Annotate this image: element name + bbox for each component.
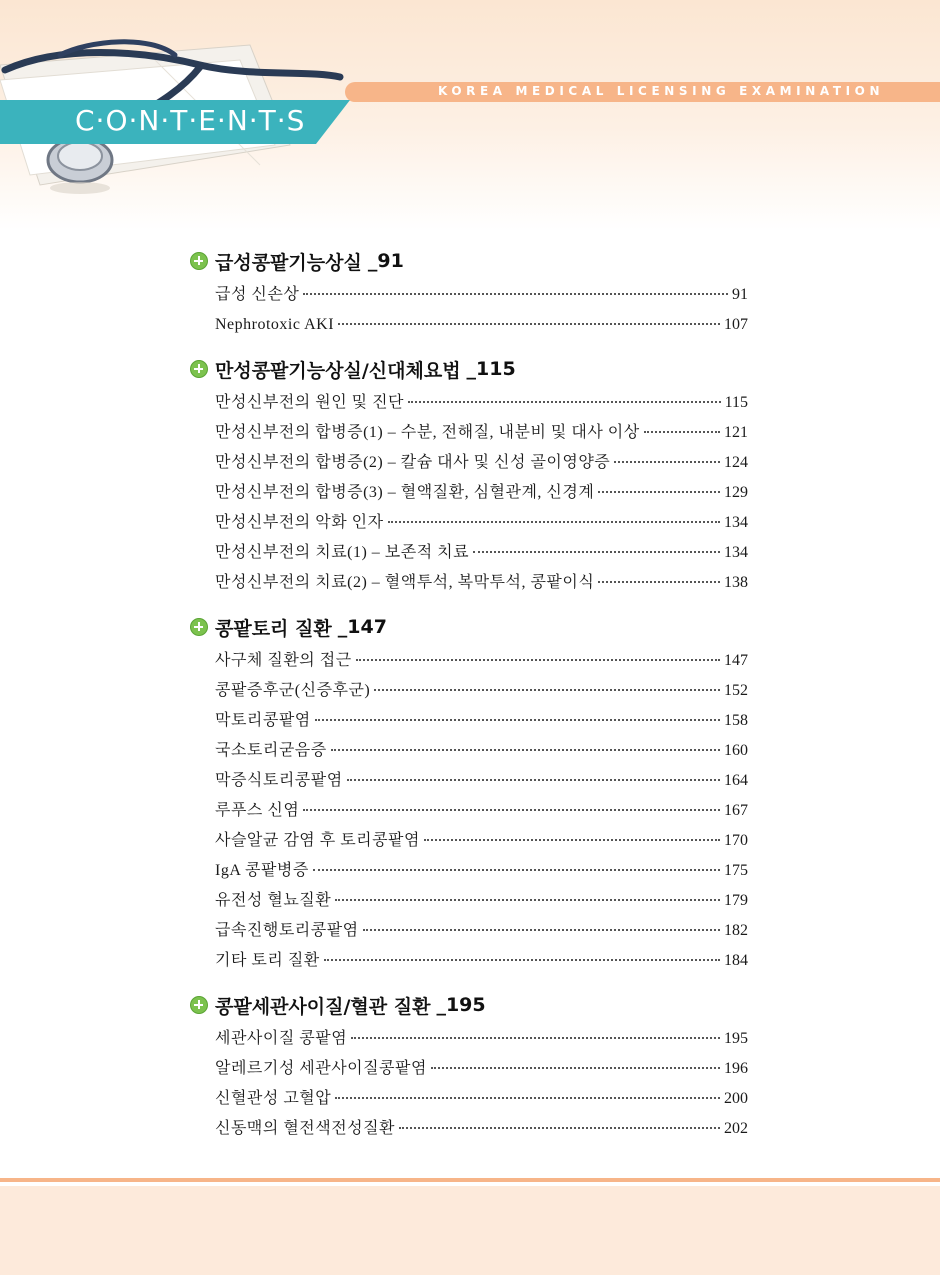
section-page: _147 [337, 616, 387, 638]
toc-entry[interactable] [215, 916, 748, 946]
entry-title: 콩팥증후군(신증후군) [215, 682, 371, 699]
toc-entry[interactable] [215, 508, 748, 538]
section-heading[interactable] [190, 244, 748, 278]
plus-circle-icon [190, 996, 208, 1014]
leader-dots [335, 1097, 720, 1099]
footer-band [0, 1186, 940, 1275]
entry-page: 179 [724, 892, 748, 909]
entry-title: 세관사이질 콩팥염 [215, 1030, 348, 1047]
leader-dots [388, 521, 720, 523]
entry-page: 152 [724, 682, 748, 699]
entry-title: 기타 토리 질환 [215, 952, 320, 969]
entry-title: 만성신부전의 치료(1) – 보존적 치료 [215, 544, 470, 561]
leader-dots [644, 431, 720, 433]
plus-circle-icon [190, 360, 208, 378]
entry-title: 유전성 혈뇨질환 [215, 892, 332, 909]
leader-dots [356, 659, 720, 661]
entry-page: 170 [724, 832, 748, 849]
leader-dots [313, 869, 720, 871]
leader-dots [408, 401, 721, 403]
entry-title: 사구체 질환의 접근 [215, 652, 352, 669]
toc-entry[interactable] [215, 736, 748, 766]
entry-title: 만성신부전의 합병증(3) – 혈액질환, 심혈관계, 신경계 [215, 484, 595, 501]
toc-entry[interactable] [215, 1084, 748, 1114]
contents-title: C·O·N·T·E·N·T·S [75, 104, 306, 137]
toc-entry[interactable] [215, 826, 748, 856]
entry-page: 134 [724, 544, 748, 561]
entry-page: 158 [724, 712, 748, 729]
entry-page: 129 [724, 484, 748, 501]
section-page: _91 [367, 250, 404, 272]
entry-title: 알레르기성 세관사이질콩팥염 [215, 1060, 427, 1077]
toc-entry[interactable] [215, 568, 748, 598]
leader-dots [399, 1127, 720, 1129]
leader-dots [331, 749, 720, 751]
entry-title: 막토리콩팥염 [215, 712, 311, 729]
entry-page: 134 [724, 514, 748, 531]
section-title: 만성콩팥기능상실/신대체요법 [215, 359, 461, 382]
leader-dots [431, 1067, 720, 1069]
entry-page: 160 [724, 742, 748, 759]
leader-dots [315, 719, 720, 721]
entry-title: 급성 신손상 [215, 286, 300, 303]
entry-title: Nephrotoxic AKI [215, 316, 335, 333]
leader-dots [303, 809, 720, 811]
leader-dots [351, 1037, 720, 1039]
header-tagline: KOREA MEDICAL LICENSING EXAMINATION [438, 84, 885, 98]
leader-dots [424, 839, 720, 841]
leader-dots [335, 899, 720, 901]
entry-page: 184 [724, 952, 748, 969]
entry-title: 신동맥의 혈전색전성질환 [215, 1120, 396, 1137]
entry-page: 107 [724, 316, 748, 333]
toc-entry[interactable] [215, 796, 748, 826]
toc-entry[interactable] [215, 1024, 748, 1054]
entry-page: 91 [732, 286, 748, 303]
toc-entry[interactable] [215, 448, 748, 478]
entry-title: 루푸스 신염 [215, 802, 300, 819]
leader-dots [374, 689, 720, 691]
leader-dots [363, 929, 720, 931]
entry-page: 175 [724, 862, 748, 879]
toc-entry[interactable] [215, 310, 748, 340]
leader-dots [303, 293, 728, 295]
toc-entry[interactable] [215, 676, 748, 706]
entry-title: 급속진행토리콩팥염 [215, 922, 359, 939]
toc-entry[interactable] [215, 280, 748, 310]
entry-page: 147 [724, 652, 748, 669]
footer-accent-line [0, 1178, 940, 1182]
leader-dots [614, 461, 720, 463]
entry-page: 121 [724, 424, 748, 441]
toc-section [190, 988, 748, 1144]
entry-title: 만성신부전의 합병증(1) – 수분, 전해질, 내분비 및 대사 이상 [215, 424, 640, 441]
entry-title: 만성신부전의 합병증(2) – 칼슘 대사 및 신성 골이영양증 [215, 454, 611, 471]
toc-entry[interactable] [215, 478, 748, 508]
toc-section [190, 610, 748, 976]
entry-page: 202 [724, 1120, 748, 1137]
toc-entry[interactable] [215, 646, 748, 676]
entry-page: 200 [724, 1090, 748, 1107]
toc-entry[interactable] [215, 886, 748, 916]
section-heading[interactable] [190, 352, 748, 386]
entry-title: 만성신부전의 원인 및 진단 [215, 394, 405, 411]
section-title: 콩팥세관사이질/혈관 질환 [215, 995, 431, 1018]
section-heading[interactable] [190, 610, 748, 644]
entry-page: 182 [724, 922, 748, 939]
toc-entry[interactable] [215, 1114, 748, 1144]
entry-page: 164 [724, 772, 748, 789]
entry-title: 만성신부전의 치료(2) – 혈액투석, 복막투석, 콩팥이식 [215, 574, 595, 591]
plus-circle-icon [190, 252, 208, 270]
toc-entry[interactable] [215, 418, 748, 448]
entry-title: 신혈관성 고혈압 [215, 1090, 332, 1107]
toc-entry[interactable] [215, 538, 748, 568]
entry-title: 막증식토리콩팥염 [215, 772, 343, 789]
entry-title: 국소토리굳음증 [215, 742, 327, 759]
leader-dots [598, 581, 720, 583]
entry-page: 138 [724, 574, 748, 591]
entry-page: 196 [724, 1060, 748, 1077]
toc-entry[interactable] [215, 706, 748, 736]
plus-circle-icon [190, 618, 208, 636]
section-page: _195 [436, 994, 486, 1016]
entry-title: 만성신부전의 악화 인자 [215, 514, 384, 531]
leader-dots [598, 491, 720, 493]
toc-section [190, 244, 748, 340]
toc-entry[interactable] [215, 946, 748, 976]
leader-dots [347, 779, 720, 781]
leader-dots [324, 959, 720, 961]
toc-entry[interactable] [215, 856, 748, 886]
toc-entry[interactable] [215, 766, 748, 796]
entry-title: 사슬알균 감염 후 토리콩팥염 [215, 832, 420, 849]
toc-entry[interactable] [215, 388, 748, 418]
section-heading[interactable] [190, 988, 748, 1022]
entry-page: 167 [724, 802, 748, 819]
section-title: 급성콩팥기능상실 [215, 251, 362, 274]
leader-dots [473, 551, 720, 553]
section-page: _115 [466, 358, 516, 380]
entry-page: 195 [724, 1030, 748, 1047]
section-title: 콩팥토리 질환 [215, 617, 332, 640]
entry-page: 124 [724, 454, 748, 471]
entry-page: 115 [724, 394, 748, 411]
entry-title: IgA 콩팥병증 [215, 862, 309, 879]
toc-entry[interactable] [215, 1054, 748, 1084]
toc-section [190, 352, 748, 598]
table-of-contents [190, 240, 748, 1144]
leader-dots [338, 323, 720, 325]
